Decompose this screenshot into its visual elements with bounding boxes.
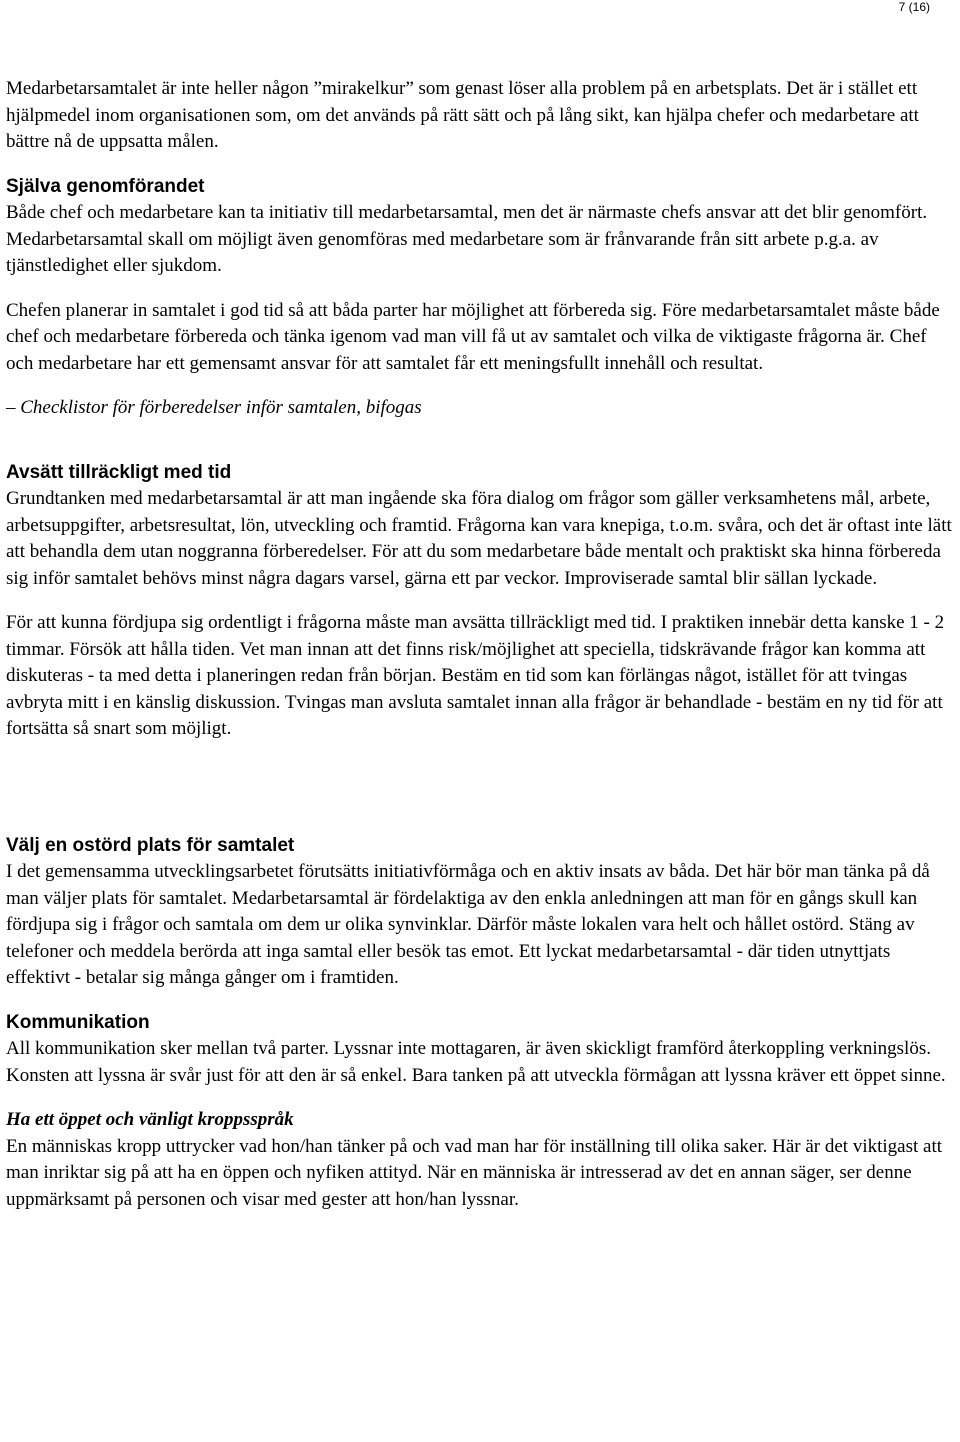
spacer — [6, 743, 954, 833]
section-paragraph: Chefen planerar in samtalet i god tid så att båda parter har möjlighet att förbereda sig. Före medarbetarsamtalet måste både chef och medarbetare förbereda och tänka igenom vad man vill få ut av samtalet och vilka de viktigaste frågorna är. Chef och medarbetare har ett gemensamt ansvar för att samtalet får ett meningsfullt innehåll och resultat. — [6, 299, 940, 374]
intro-paragraph: Medarbetarsamtalet är inte heller någon ”mirakelkur” som genast löser alla problem på en arbetsplats. Det är i stället ett hjälpmedel inom organisationen som, om det används på rätt sätt och på lång sikt, kan hjälpa chefer och medarbetare att bättre nå de uppsatta målen. — [6, 78, 919, 152]
section-heading-kommunikation: Kommunikation — [6, 1011, 150, 1033]
section-heading-kroppssprak: Ha ett öppet och vänligt kroppsspråk — [6, 1109, 294, 1130]
spacer — [6, 592, 954, 610]
section-heading-plats: Välj en ostörd plats för samtalet — [6, 834, 295, 856]
section-heading-genomforandet: Själva genomförandet — [6, 175, 205, 197]
page-number: 7 (16) — [898, 0, 930, 14]
spacer — [6, 280, 954, 298]
spacer — [6, 992, 954, 1010]
section-paragraph: En människas kropp uttrycker vad hon/han tänker på och vad man har för inställning till olika saker. Här är det viktigast att man inriktar sig på att ha en öppen och nyfiken attityd. När en människa är intresserad av det en annan säger, ser denne uppmärksamt på personen och visar med gester att hon/han lyssnar. — [6, 1135, 943, 1210]
section-paragraph: Både chef och medarbetare kan ta initiativ till medarbetarsamtal, men det är närmaste chefs ansvar att det blir genomfört. Medarbetarsamtal skall om möjligt även genomföras med medarbetare som är frånvarande från sitt arbete p.g.a. av tjänstledighet eller sjukdom. — [6, 202, 928, 276]
spacer — [6, 1089, 954, 1107]
section-paragraph: All kommunikation sker mellan två parter. Lyssnar inte mottagaren, är även skickligt framförd återkoppling verkningslös. Konsten att lyssna är svår just för att den är så enkel. Bara tanken på att utveckla förmågan att lyssna kräver ett öppet sinne. — [6, 1038, 946, 1086]
section-paragraph: Grundtanken med medarbetarsamtal är att man ingående ska föra dialog om frågor som gäller verksamhetens mål, arbete, arbetsuppgifter, arbetsresultat, lön, utveckling och framtid. Frågorna kan vara knepiga, t.o.m. svåra, och det är oftast inte lätt att behandla dem utan noggranna förberedelser. För att du som medarbetare både mentalt och praktiskt ska hinna förbereda sig inför samtalet behövs minst några dagars varsel, gärna ett par veckor. Improviserade samtal blir sällan lyckade. — [6, 488, 952, 589]
section-paragraph: I det gemensamma utvecklingsarbetet förutsätts initiativförmåga och en aktiv insats av båda. Det här bör man tänka på då man väljer plats för samtalet. Medarbetarsamtal är fördelaktiga av den enkla anledningen att man för en gångs skull kan fördjupa sig i frågor och samtala om dem ur olika synvinklar. Därför måste lokalen vara helt och hållet ostörd. Stäng av telefoner och meddela berörda att inga samtal eller besök tas emot. Ett lyckat medarbetarsamtal - där tiden utnyttjats effektivt - betalar sig många gånger om i framtiden. — [6, 861, 930, 988]
checklist-note: – Checklistor för förberedelser inför samtalen, bifogas — [6, 397, 422, 418]
section-paragraph: För att kunna fördjupa sig ordentligt i frågorna måste man avsätta tillräckligt med tid. I praktiken innebär detta kanske 1 - 2 timmar. Försök att hålla tiden. Vet man innan att det finns risk/möjlighet att speciella, tidskrävande frågor kan komma att diskuteras - ta med detta i planeringen redan från början. Bestäm en tid som kan förlängas något, istället för att tvingas avbryta mitt i en känslig diskussion. Tvingas man avsluta samtalet innan alla frågor är behandlade - bestäm en ny tid för att fortsätta så snart som möjligt. — [6, 612, 945, 739]
spacer — [6, 377, 954, 395]
section-heading-tid: Avsätt tillräckligt med tid — [6, 461, 232, 483]
spacer — [6, 156, 954, 174]
document-body — [6, 76, 954, 1213]
spacer — [6, 422, 954, 460]
